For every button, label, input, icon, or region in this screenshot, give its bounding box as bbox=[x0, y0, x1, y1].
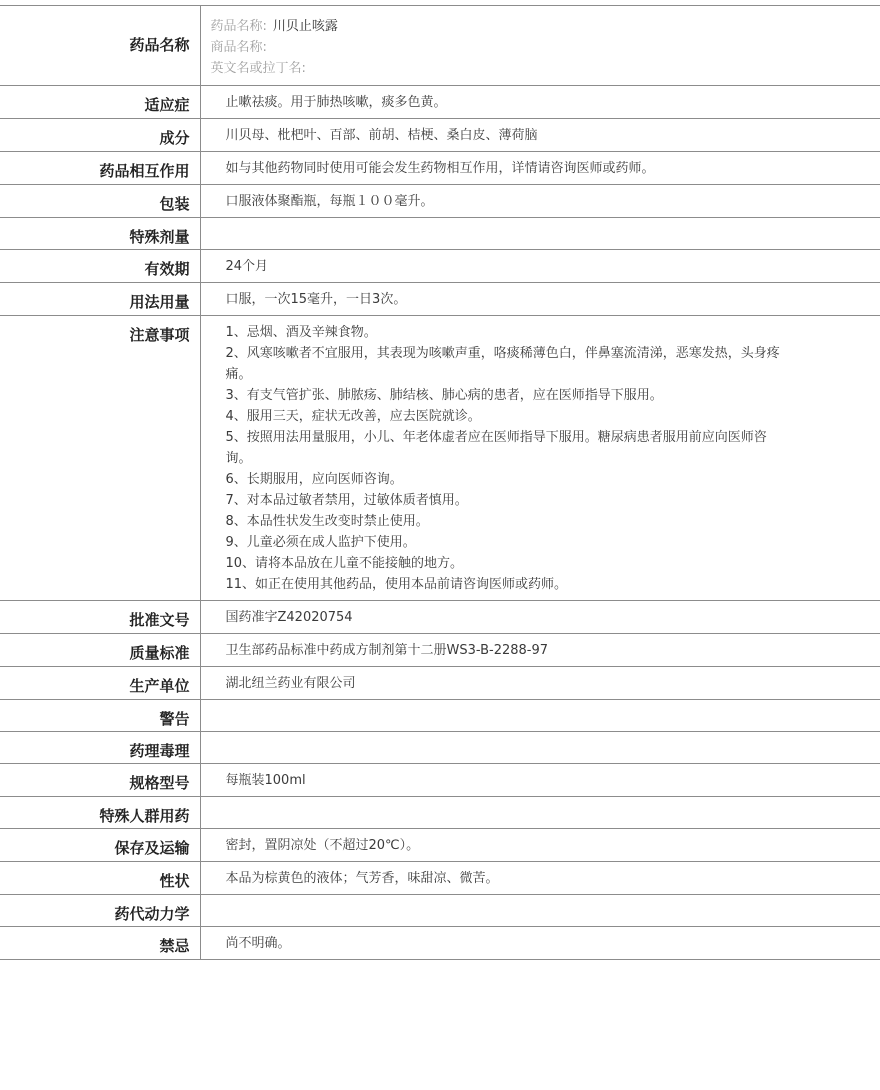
row-value-warning bbox=[200, 700, 880, 732]
row-value-drug-name bbox=[200, 6, 880, 86]
row-label-manufacturer: 生产单位 bbox=[0, 667, 200, 700]
row-value-appearance: 本品为棕黄色的液体；气芳香，味甜凉、微苦。 bbox=[200, 862, 880, 895]
row-value-ingredients: 川贝母、枇杷叶、百部、前胡、桔梗、桑白皮、薄荷脑 bbox=[200, 119, 880, 152]
table-row-contraindications bbox=[0, 927, 880, 960]
table-row-precautions bbox=[0, 316, 880, 601]
english-name-key: 英文名或拉丁名: bbox=[210, 61, 306, 76]
row-label-precautions: 注意事项 bbox=[0, 316, 200, 601]
table-row-ingredients bbox=[0, 119, 880, 152]
table-row-drug-name bbox=[0, 6, 880, 86]
generic-name-line bbox=[211, 16, 871, 37]
precaution-item: 9、儿童必须在成人监护下使用。 bbox=[225, 535, 416, 550]
precaution-item: 3、有支气管扩张、肺脓疡、肺结核、肺心病的患者，应在医师指导下服用。 bbox=[225, 388, 663, 403]
precaution-item: 7、对本品过敏者禁用，过敏体质者慎用。 bbox=[225, 493, 468, 508]
table-row-interactions bbox=[0, 152, 880, 185]
precaution-item: 2、风寒咳嗽者不宜服用，其表现为咳嗽声重，咯痰稀薄色白，伴鼻塞流清涕，恶寒发热，头身疼痛。 bbox=[225, 346, 780, 382]
row-value-precautions bbox=[200, 316, 880, 601]
row-value-specification: 每瓶装100ml bbox=[200, 764, 880, 797]
table-row-special-dosage bbox=[0, 218, 880, 250]
precaution-item: 4、服用三天，症状无改善，应去医院就诊。 bbox=[225, 409, 481, 424]
english-name-line bbox=[211, 58, 871, 79]
row-label-approval-number: 批准文号 bbox=[0, 601, 200, 634]
table-row-quality-standard bbox=[0, 634, 880, 667]
precaution-item: 5、按照用法用量服用，小儿、年老体虚者应在医师指导下服用。糖尿病患者服用前应向医师咨询。 bbox=[225, 430, 767, 466]
row-value-manufacturer: 湖北纽兰药业有限公司 bbox=[200, 667, 880, 700]
row-value-special-population bbox=[200, 797, 880, 829]
row-value-quality-standard: 卫生部药品标准中药成方制剂第十二册WS3-B-2288-97 bbox=[200, 634, 880, 667]
precaution-item: 1、忌烟、酒及辛辣食物。 bbox=[225, 325, 377, 340]
row-value-pharmacokinetics bbox=[200, 895, 880, 927]
row-label-shelf-life: 有效期 bbox=[0, 250, 200, 283]
row-label-warning: 警告 bbox=[0, 700, 200, 732]
row-value-storage: 密封，置阴凉处（不超过20℃）。 bbox=[200, 829, 880, 862]
table-row-appearance bbox=[0, 862, 880, 895]
trade-name-key: 商品名称: bbox=[210, 40, 267, 55]
row-label-drug-name: 药品名称 bbox=[0, 6, 200, 86]
precaution-item: 10、请将本品放在儿童不能接触的地方。 bbox=[225, 556, 464, 571]
row-value-contraindications: 尚不明确。 bbox=[200, 927, 880, 960]
table-row-manufacturer bbox=[0, 667, 880, 700]
table-row-indications bbox=[0, 86, 880, 119]
row-value-shelf-life: 24个月 bbox=[200, 250, 880, 283]
row-value-interactions: 如与其他药物同时使用可能会发生药物相互作用，详情请咨询医师或药师。 bbox=[200, 152, 880, 185]
precaution-item: 8、本品性状发生改变时禁止使用。 bbox=[225, 514, 429, 529]
row-value-approval-number: 国药准字Z42020754 bbox=[200, 601, 880, 634]
row-label-ingredients: 成分 bbox=[0, 119, 200, 152]
trade-name-line bbox=[211, 37, 871, 58]
table-row-specification bbox=[0, 764, 880, 797]
table-row-toxicology bbox=[0, 732, 880, 764]
row-label-appearance: 性状 bbox=[0, 862, 200, 895]
row-label-contraindications: 禁忌 bbox=[0, 927, 200, 960]
row-label-specification: 规格型号 bbox=[0, 764, 200, 797]
row-value-packaging: 口服液体聚酯瓶，每瓶１００毫升。 bbox=[200, 185, 880, 218]
row-label-pharmacokinetics: 药代动力学 bbox=[0, 895, 200, 927]
row-value-special-dosage bbox=[200, 218, 880, 250]
table-row-pharmacokinetics bbox=[0, 895, 880, 927]
row-label-special-dosage: 特殊剂量 bbox=[0, 218, 200, 250]
table-row-warning bbox=[0, 700, 880, 732]
generic-name-key: 药品名称: bbox=[210, 19, 267, 34]
row-label-interactions: 药品相互作用 bbox=[0, 152, 200, 185]
row-label-toxicology: 药理毒理 bbox=[0, 732, 200, 764]
drug-spec-table bbox=[0, 5, 880, 960]
row-label-usage: 用法用量 bbox=[0, 283, 200, 316]
precaution-item: 11、如正在使用其他药品，使用本品前请咨询医师或药师。 bbox=[225, 577, 568, 592]
table-row-packaging bbox=[0, 185, 880, 218]
table-row-approval-number bbox=[0, 601, 880, 634]
table-row-special-population bbox=[0, 797, 880, 829]
row-value-indications: 止嗽祛痰。用于肺热咳嗽，痰多色黄。 bbox=[200, 86, 880, 119]
row-label-quality-standard: 质量标准 bbox=[0, 634, 200, 667]
row-label-indications: 适应症 bbox=[0, 86, 200, 119]
table-row-shelf-life bbox=[0, 250, 880, 283]
table-row-storage bbox=[0, 829, 880, 862]
row-value-toxicology bbox=[200, 732, 880, 764]
precaution-item: 6、长期服用，应向医师咨询。 bbox=[225, 472, 403, 487]
row-label-storage: 保存及运输 bbox=[0, 829, 200, 862]
table-row-usage bbox=[0, 283, 880, 316]
row-value-usage: 口服，一次15毫升，一日3次。 bbox=[200, 283, 880, 316]
row-label-packaging: 包装 bbox=[0, 185, 200, 218]
generic-name-value: 川贝止咳露 bbox=[272, 19, 338, 34]
row-label-special-population: 特殊人群用药 bbox=[0, 797, 200, 829]
